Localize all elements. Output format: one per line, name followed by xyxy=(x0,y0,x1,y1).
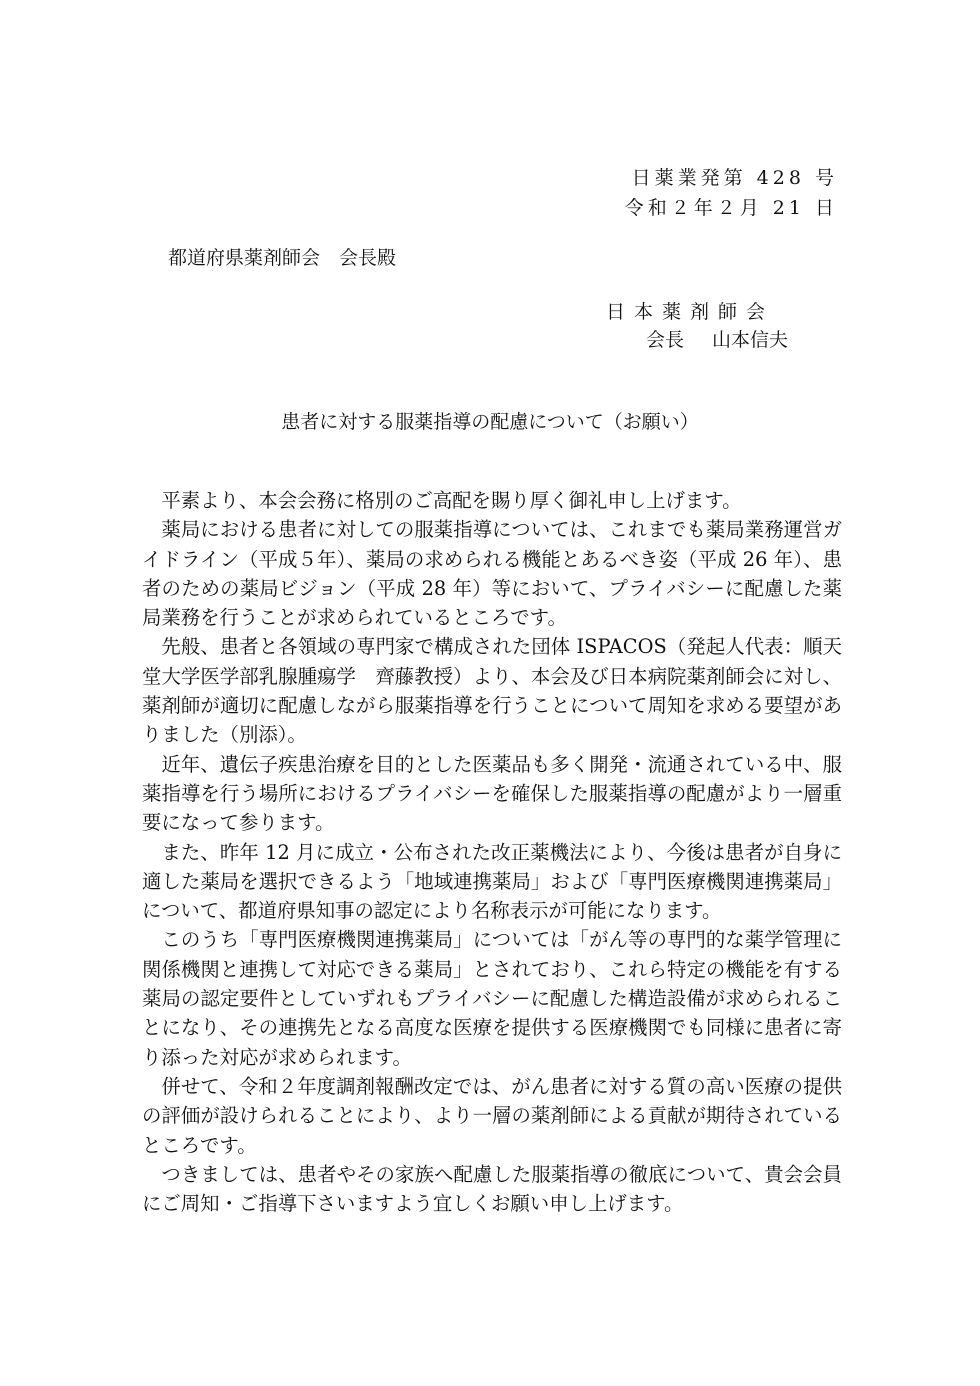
body-paragraph: 薬局における患者に対しての服薬指導については、これまでも薬局業務運営ガイドライン（平成５年）、薬局の求められる機能とあるべき姿（平成 26 年）、患者のための薬局ビジョン（平成 28 年）等において、プライバシーに配慮した薬局業務を行うことが求められているところです。 xyxy=(142,518,842,630)
body-paragraph: つきましては、患者やその家族へ配慮した服薬指導の徹底について、貴会会員にご周知・ご指導下さいますよう宜しくお願い申し上げます。 xyxy=(142,1162,842,1216)
body-paragraph: 先般、患者と各領域の専門家で構成された団体 ISPACOS（発起人代表：順天堂大学医学部乳腺腫瘍学 齊藤教授）より、本会及び日本病院薬剤師会に対し、薬剤師が適切に配慮しながら服薬指導を行うことについて周知を求める要望がありました（別添）。 xyxy=(142,635,842,747)
sender-name: 山本信夫 xyxy=(712,329,789,351)
document-body xyxy=(142,486,842,1218)
body-paragraph: 併せて、令和２年度調剤報酬改定では、がん患者に対する質の高い医療の提供の評価が設けられることにより、より一層の薬剤師による貢献が期待されているところです。 xyxy=(142,1074,842,1157)
addressee: 都道府県薬剤師会 会長殿 xyxy=(168,247,397,269)
reference-block xyxy=(625,163,838,223)
sender-person xyxy=(646,326,788,354)
body-paragraph: このうち「専門医療機関連携薬局」については「がん等の専門的な薬学管理に関係機関と連携して対応できる薬局」とされており、これら特定の機能を有する薬局の認定要件としていずれもプライバシーに配慮した構造設備が求められることになり、その連携先となる高度な医療を提供する医療機関でも同様に患者に寄り添った対応が求められます。 xyxy=(142,928,842,1069)
sender-position: 会長 xyxy=(646,329,685,351)
body-paragraph: また、昨年 12 月に成立・公布された改正薬機法により、今後は患者が自身に適した薬局を選択できるよう「地域連携薬局」および「専門医療機関連携薬局」について、都道府県知事の認定により名称表示が可能になります。 xyxy=(142,840,842,923)
body-paragraph: 近年、遺伝子疾患治療を目的とした医薬品も多く開発・流通されている中、服薬指導を行う場所におけるプライバシーを確保した服薬指導の配慮がより一層重要になって参ります。 xyxy=(142,752,842,835)
sender-organization: 日本薬剤師会 xyxy=(606,301,775,323)
body-paragraph: 平素より、本会会務に格別のご高配を賜り厚く御礼申し上げます。 xyxy=(161,489,742,512)
document-number: 日薬業発第 428 号 xyxy=(631,167,838,189)
document-date: 令和２年２月 21 日 xyxy=(624,197,838,219)
document-title: 患者に対する服薬指導の配慮について（お願い） xyxy=(281,411,699,433)
